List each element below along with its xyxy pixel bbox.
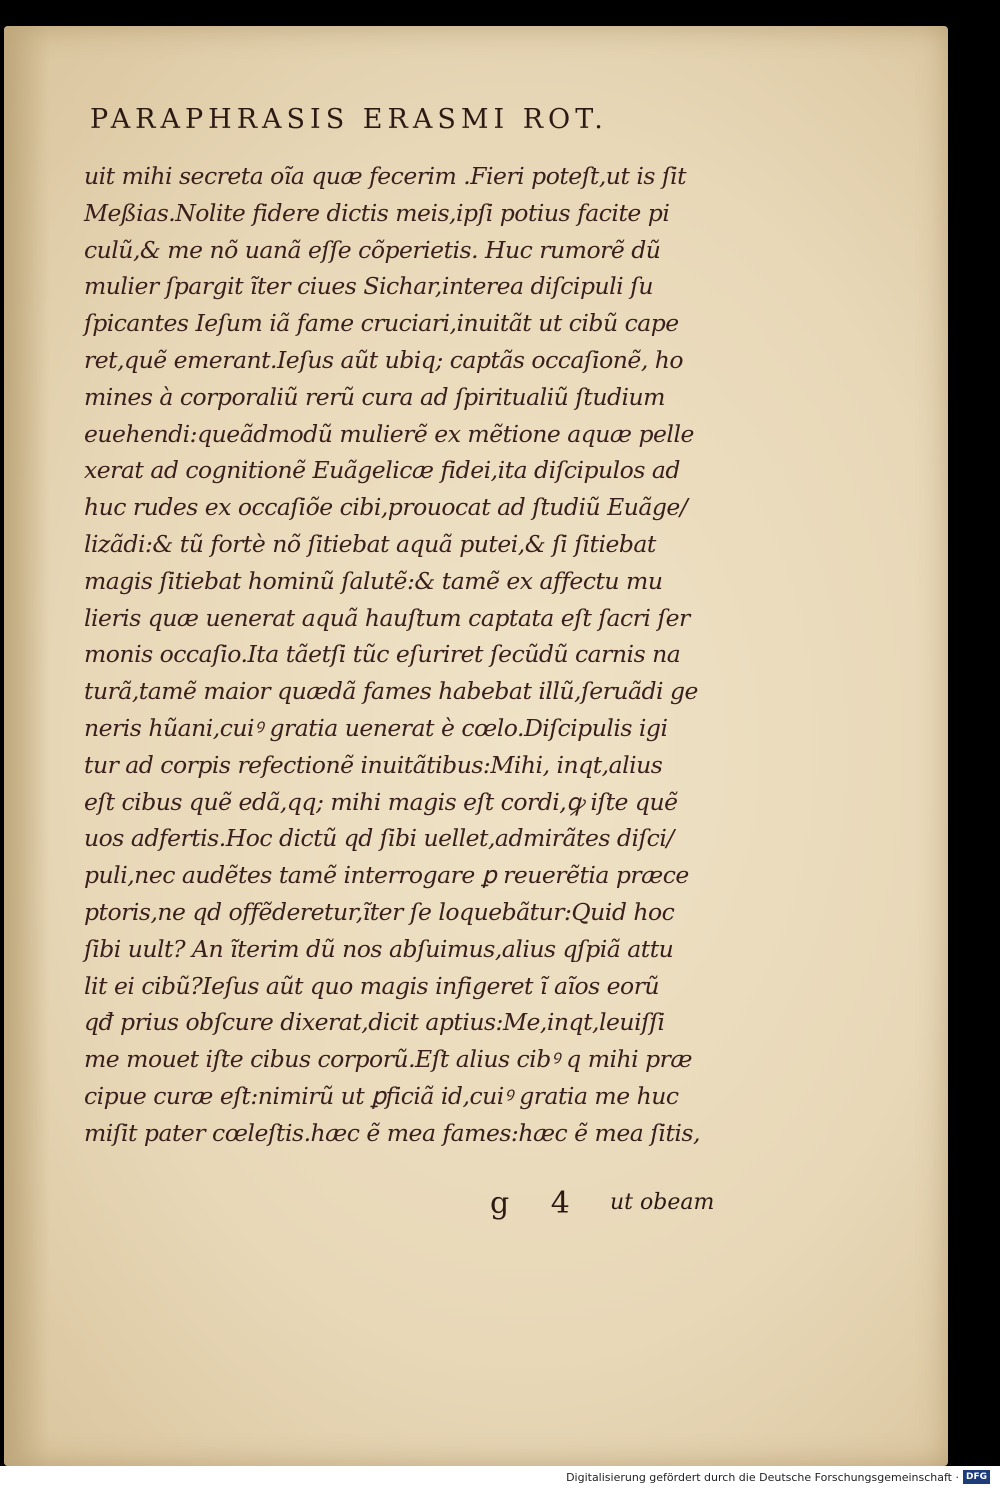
- running-header: PARAPHRASIS ERASMI ROT.: [90, 104, 608, 135]
- text-line: lieris quæ uenerat aquã hauſtum captata eſt ſacri ſer: [84, 603, 690, 632]
- text-line: ſpicantes Ieſum iã fame cruciari,inuitãt ut cibũ cape: [84, 309, 679, 338]
- funding-credit: [566, 1470, 990, 1484]
- credit-text: Digitalisierung gefördert durch die Deutsche Forschungsgemeinschaft ·: [566, 1470, 959, 1484]
- text-line: puli,nec audẽtes tamẽ interrogare ꝑ reuerẽtia præce: [84, 861, 689, 890]
- body-text: [84, 158, 724, 1152]
- text-line: Meßias.Nolite fidere dictis meis,ipſi potius facite pi: [84, 198, 670, 227]
- text-line: mulier ſpargit ĩter ciues Sichar,interea diſcipuli ſu: [84, 272, 653, 301]
- text-line: neris hũani,cuiꝰ gratia uenerat è cœlo.Diſcipulis igi: [84, 713, 668, 742]
- text-line: uit mihi secreta oĩa quæ fecerim .Fieri poteſt,ut is ſit: [84, 162, 687, 190]
- signature-mark: g 4: [490, 1186, 586, 1221]
- text-line: uos adfertis.Hoc dictũ qd ſibi uellet,admirãtes diſci/: [84, 824, 674, 853]
- text-line: euehendi:queãdmodũ mulierẽ ex mẽtione aquæ pelle: [84, 419, 694, 448]
- text-line: ſibi uult? An ĩterim dũ nos abſuimus,alius qſpiã attu: [84, 934, 674, 963]
- text-line: magis ſitiebat hominũ ſalutẽ:& tamẽ ex affectu mu: [84, 566, 663, 595]
- text-line: eſt cibus quẽ edã,qq; mihi magis eſt cordi,ꝙ iſte quẽ: [84, 787, 678, 816]
- text-line: me mouet iſte cibus corporũ.Eſt alius cibꝰ q mihi præ: [84, 1045, 692, 1074]
- text-line: huc rudes ex occaſiõe cibi,prouocat ad ſtudiũ Euãge/: [84, 493, 688, 522]
- text-line: xerat ad cognitionẽ Euãgelicæ fidei,ita diſcipulos ad: [84, 456, 680, 485]
- catchword: ut obeam: [610, 1190, 715, 1215]
- text-line: cipue curæ eſt:nimirũ ut ꝑficiã id,cuiꝰ gratia me huc: [84, 1081, 679, 1110]
- text-line: turã,tamẽ maior quædã fames habebat illũ,ſeruãdi ge: [84, 677, 698, 706]
- text-line: lizãdi:& tũ fortè nõ ſitiebat aquã putei,& ſi ſitiebat: [84, 529, 656, 558]
- text-line: culũ,& me nõ uanã eſſe cõperietis. Huc rumorẽ dũ: [84, 235, 661, 264]
- text-line: miſit pater cœleſtis.hæc ẽ mea fames:hæc ẽ mea ſitis,: [84, 1118, 700, 1147]
- dfg-logo-icon: DFG: [963, 1470, 990, 1484]
- text-line: ret,quẽ emerant.Ieſus aũt ubiq; captãs occaſionẽ, ho: [84, 345, 684, 374]
- text-line: lit ei cibũ?Ieſus aũt quo magis infigeret ĩ aĩos eorũ: [84, 971, 660, 1000]
- footer-bar: [0, 1466, 1000, 1491]
- text-line: ptoris,ne qd offẽderetur,ĩter ſe loquebãtur:Quid hoc: [84, 897, 675, 926]
- page-gutter-shadow: [4, 26, 50, 1466]
- text-line: monis occaſio.Ita tãetſi tũc eſuriret ſecũdũ carnis na: [84, 640, 681, 669]
- text-line: mines à corporaliũ rerũ cura ad ſpiritualiũ ſtudium: [84, 382, 665, 411]
- text-line: qđ prius obſcure dixerat,dicit aptius:Me,inqt,leuiſſi: [84, 1008, 665, 1037]
- text-line: tur ad corpis refectionẽ inuitãtibus:Mihi, inqt,alius: [84, 750, 663, 779]
